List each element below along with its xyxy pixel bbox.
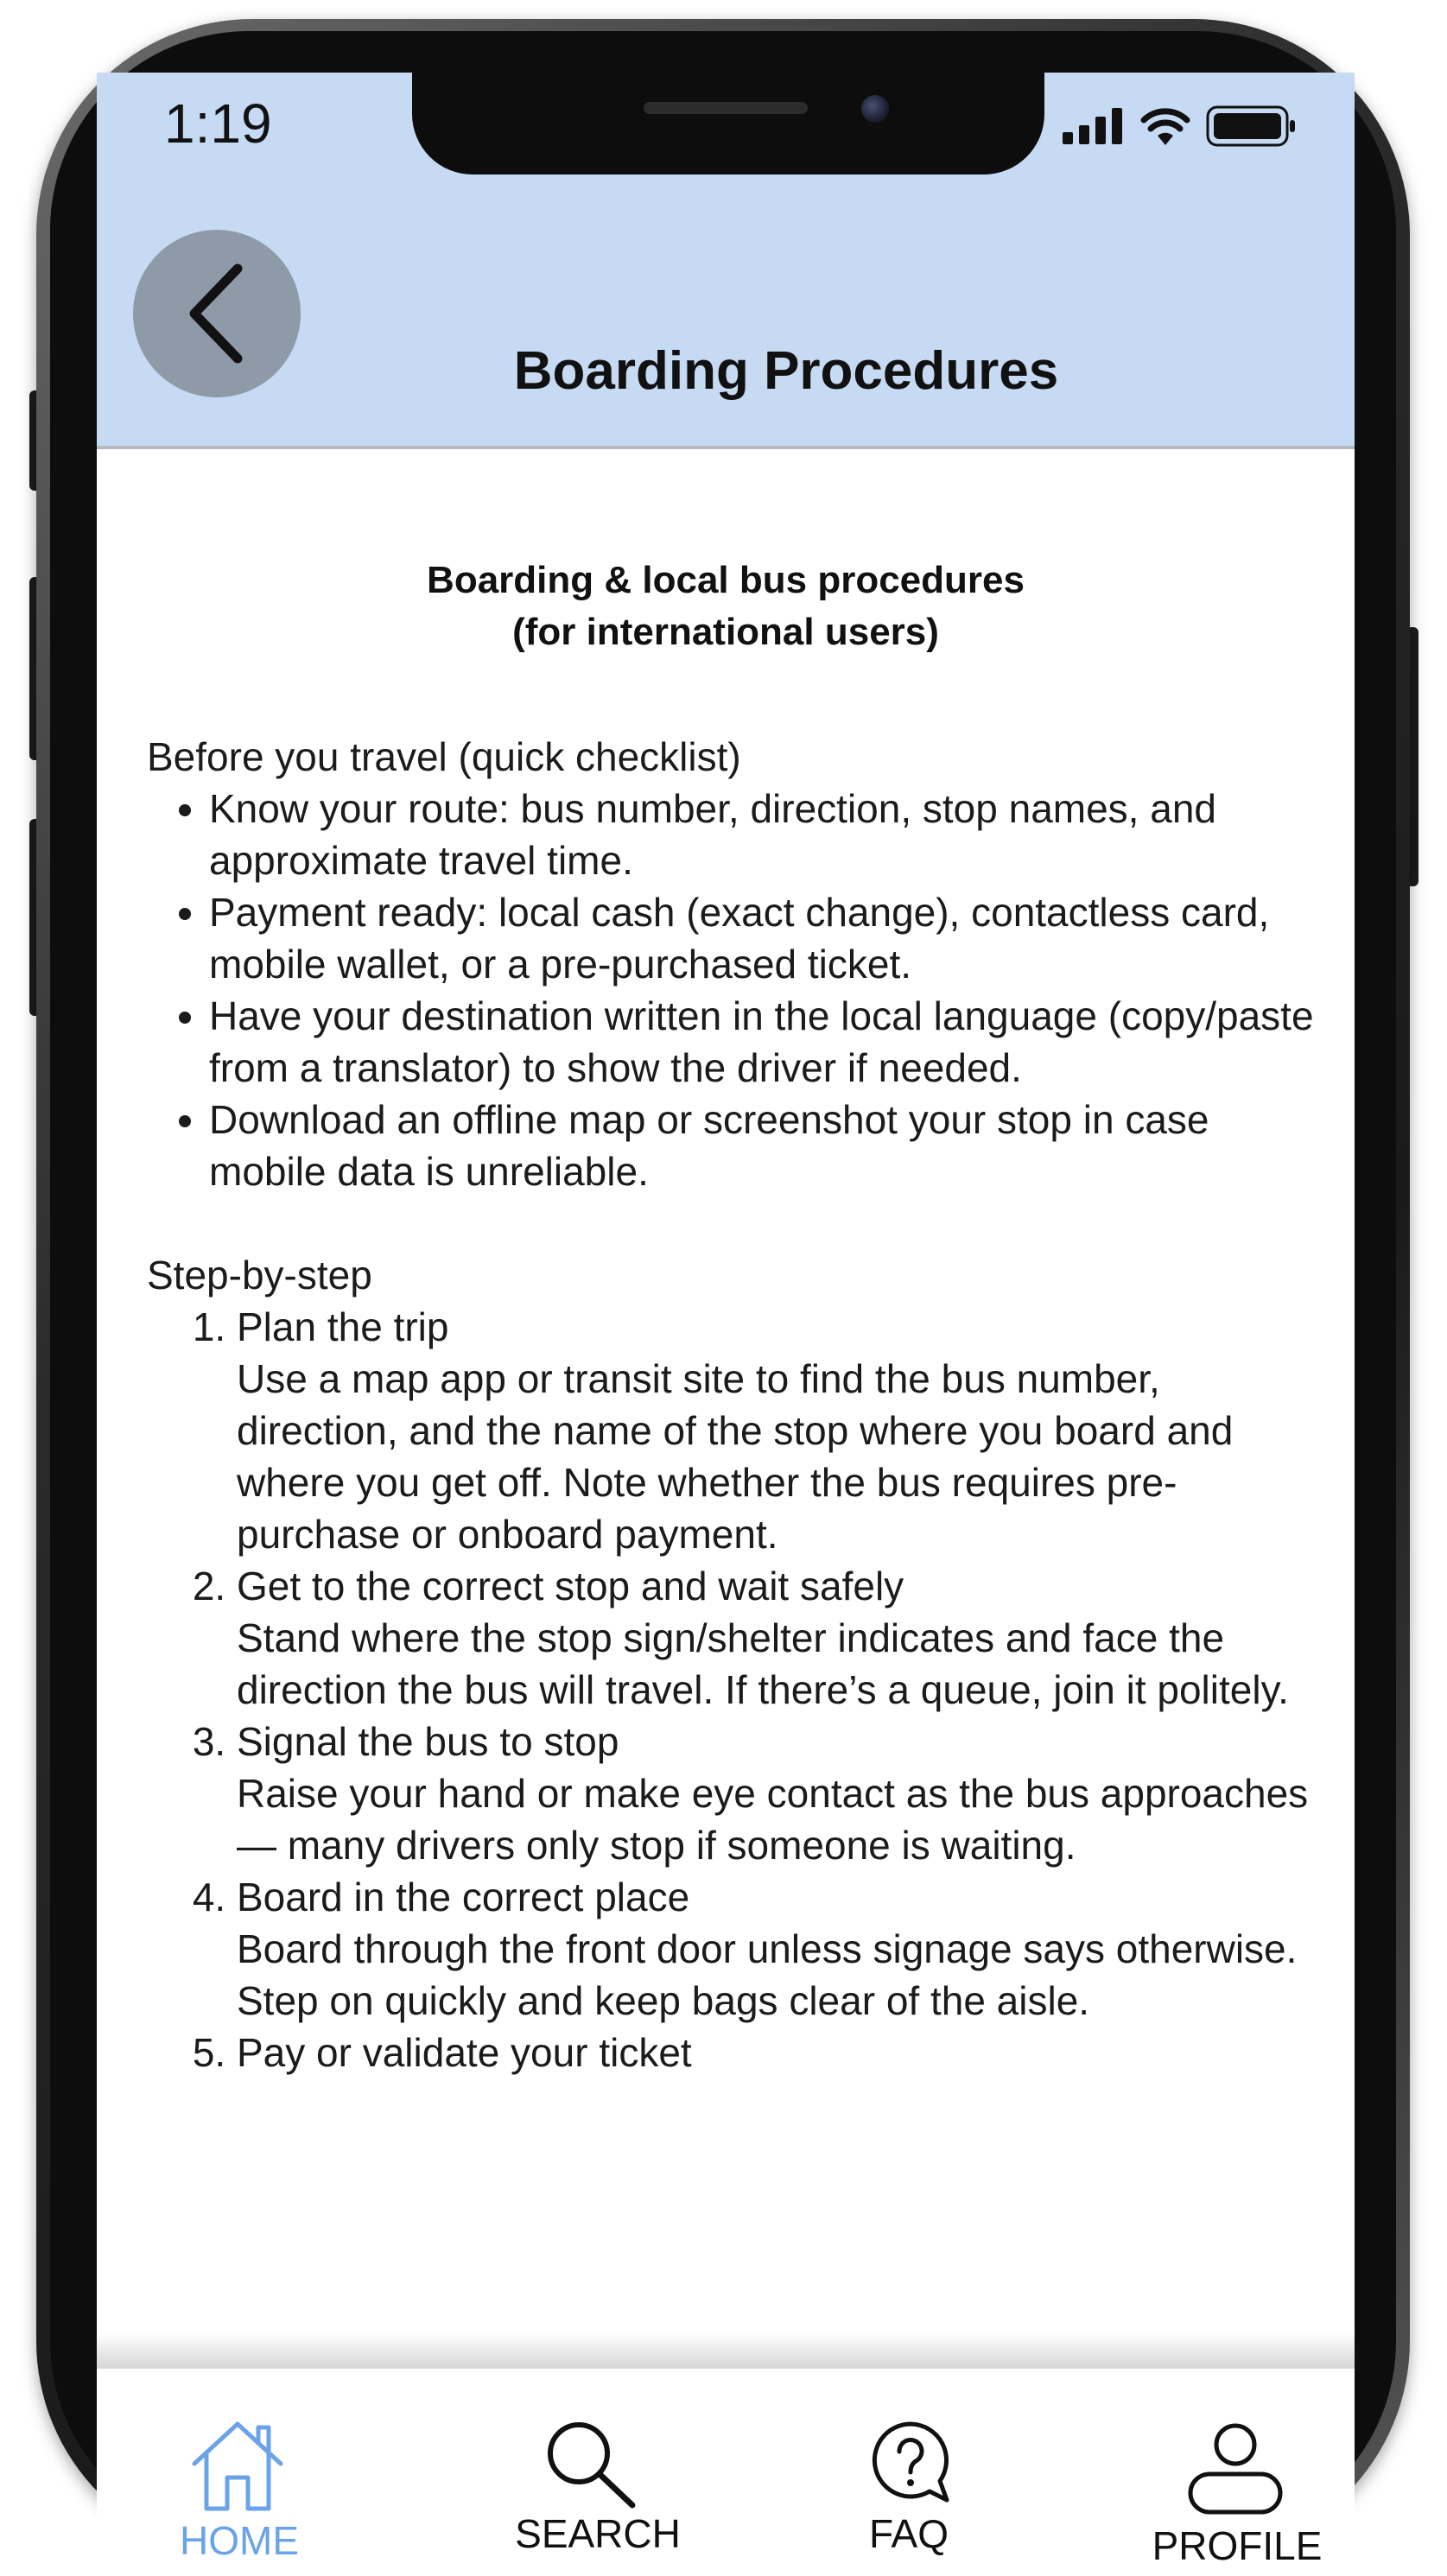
phone-screen bbox=[97, 73, 1355, 2568]
nav-home-label: HOME bbox=[180, 2518, 299, 2563]
profile-icon bbox=[1185, 2422, 1285, 2516]
step-item bbox=[237, 1871, 1322, 2027]
front-camera bbox=[861, 95, 889, 123]
signal-icon bbox=[1063, 108, 1125, 144]
steps-heading: Step-by-step bbox=[147, 1253, 372, 1298]
speaker-grille bbox=[644, 102, 808, 114]
nav-search[interactable] bbox=[486, 2369, 710, 2576]
document-title bbox=[97, 555, 1355, 658]
nav-faq-label: FAQ bbox=[868, 2511, 949, 2556]
search-icon bbox=[544, 2419, 639, 2509]
step-item bbox=[237, 1301, 1322, 1560]
list-item: • Download an offline map or screenshot your stop in case mobile data is unreliable. bbox=[209, 1094, 1322, 1197]
scroll-content[interactable] bbox=[97, 449, 1355, 2369]
status-time: 1:19 bbox=[164, 92, 272, 155]
list-item: • Know your route: bus number, direction, stop names, and approximate travel time. bbox=[209, 783, 1322, 886]
list-item: • Have your destination written in the local language (copy/paste from a translator) to show the driver if needed. bbox=[209, 990, 1322, 1094]
step-description: Raise your hand or make eye contact as the bus approaches — many drivers only stop if someone is waiting. bbox=[237, 1771, 1309, 1868]
step-title: 2. Get to the correct stop and wait safely bbox=[237, 1564, 904, 1608]
step-description: Use a map app or transit site to find the bus number, direction, and the name of the stop where you board and where you get off. Note whether the bus requires pre-purchase or onboard payment. bbox=[237, 1356, 1234, 1557]
notch bbox=[412, 71, 1044, 174]
bottom-nav bbox=[97, 2369, 1355, 2576]
nav-faq[interactable] bbox=[831, 2369, 987, 2576]
status-icons bbox=[1063, 105, 1298, 147]
checklist bbox=[147, 783, 1322, 1197]
step-description: Board through the front door unless signage says otherwise. Step on quickly and keep bags clear of the aisle. bbox=[237, 1926, 1298, 2023]
step-title: 4. Board in the correct place bbox=[237, 1875, 690, 1919]
nav-profile-label: PROFILE bbox=[1152, 2523, 1323, 2568]
steps-list bbox=[147, 1301, 1322, 2078]
step-item bbox=[237, 1560, 1322, 1716]
home-icon bbox=[187, 2419, 288, 2512]
battery-icon bbox=[1206, 105, 1298, 147]
faq-icon bbox=[867, 2419, 954, 2505]
page-title: Boarding Procedures bbox=[513, 341, 1059, 401]
nav-profile[interactable] bbox=[1125, 2369, 1349, 2576]
step-description: Stand where the stop sign/shelter indicates and face the direction the bus will travel. If there’s a queue, join it politely. bbox=[237, 1615, 1289, 1712]
document-title-line-1: Boarding & local bus procedures bbox=[427, 559, 1025, 601]
step-title: 5. Pay or validate your ticket bbox=[237, 2030, 692, 2075]
step-title: 3. Signal the bus to stop bbox=[237, 1719, 619, 1764]
checklist-heading: Before you travel (quick checklist) bbox=[147, 734, 741, 779]
wifi-icon bbox=[1140, 107, 1190, 145]
scroll-fade bbox=[97, 2332, 1355, 2369]
list-item: • Payment ready: local cash (exact change), contactless card, mobile wallet, or a pre-purchased ticket. bbox=[209, 886, 1322, 990]
step-item bbox=[237, 2027, 1322, 2078]
document-title-line-2: (for international users) bbox=[512, 611, 939, 653]
nav-search-label: SEARCH bbox=[515, 2511, 681, 2556]
step-item bbox=[237, 1716, 1322, 1871]
step-title: 1. Plan the trip bbox=[237, 1304, 449, 1349]
document-body bbox=[147, 731, 1322, 2078]
nav-home[interactable] bbox=[149, 2369, 330, 2576]
